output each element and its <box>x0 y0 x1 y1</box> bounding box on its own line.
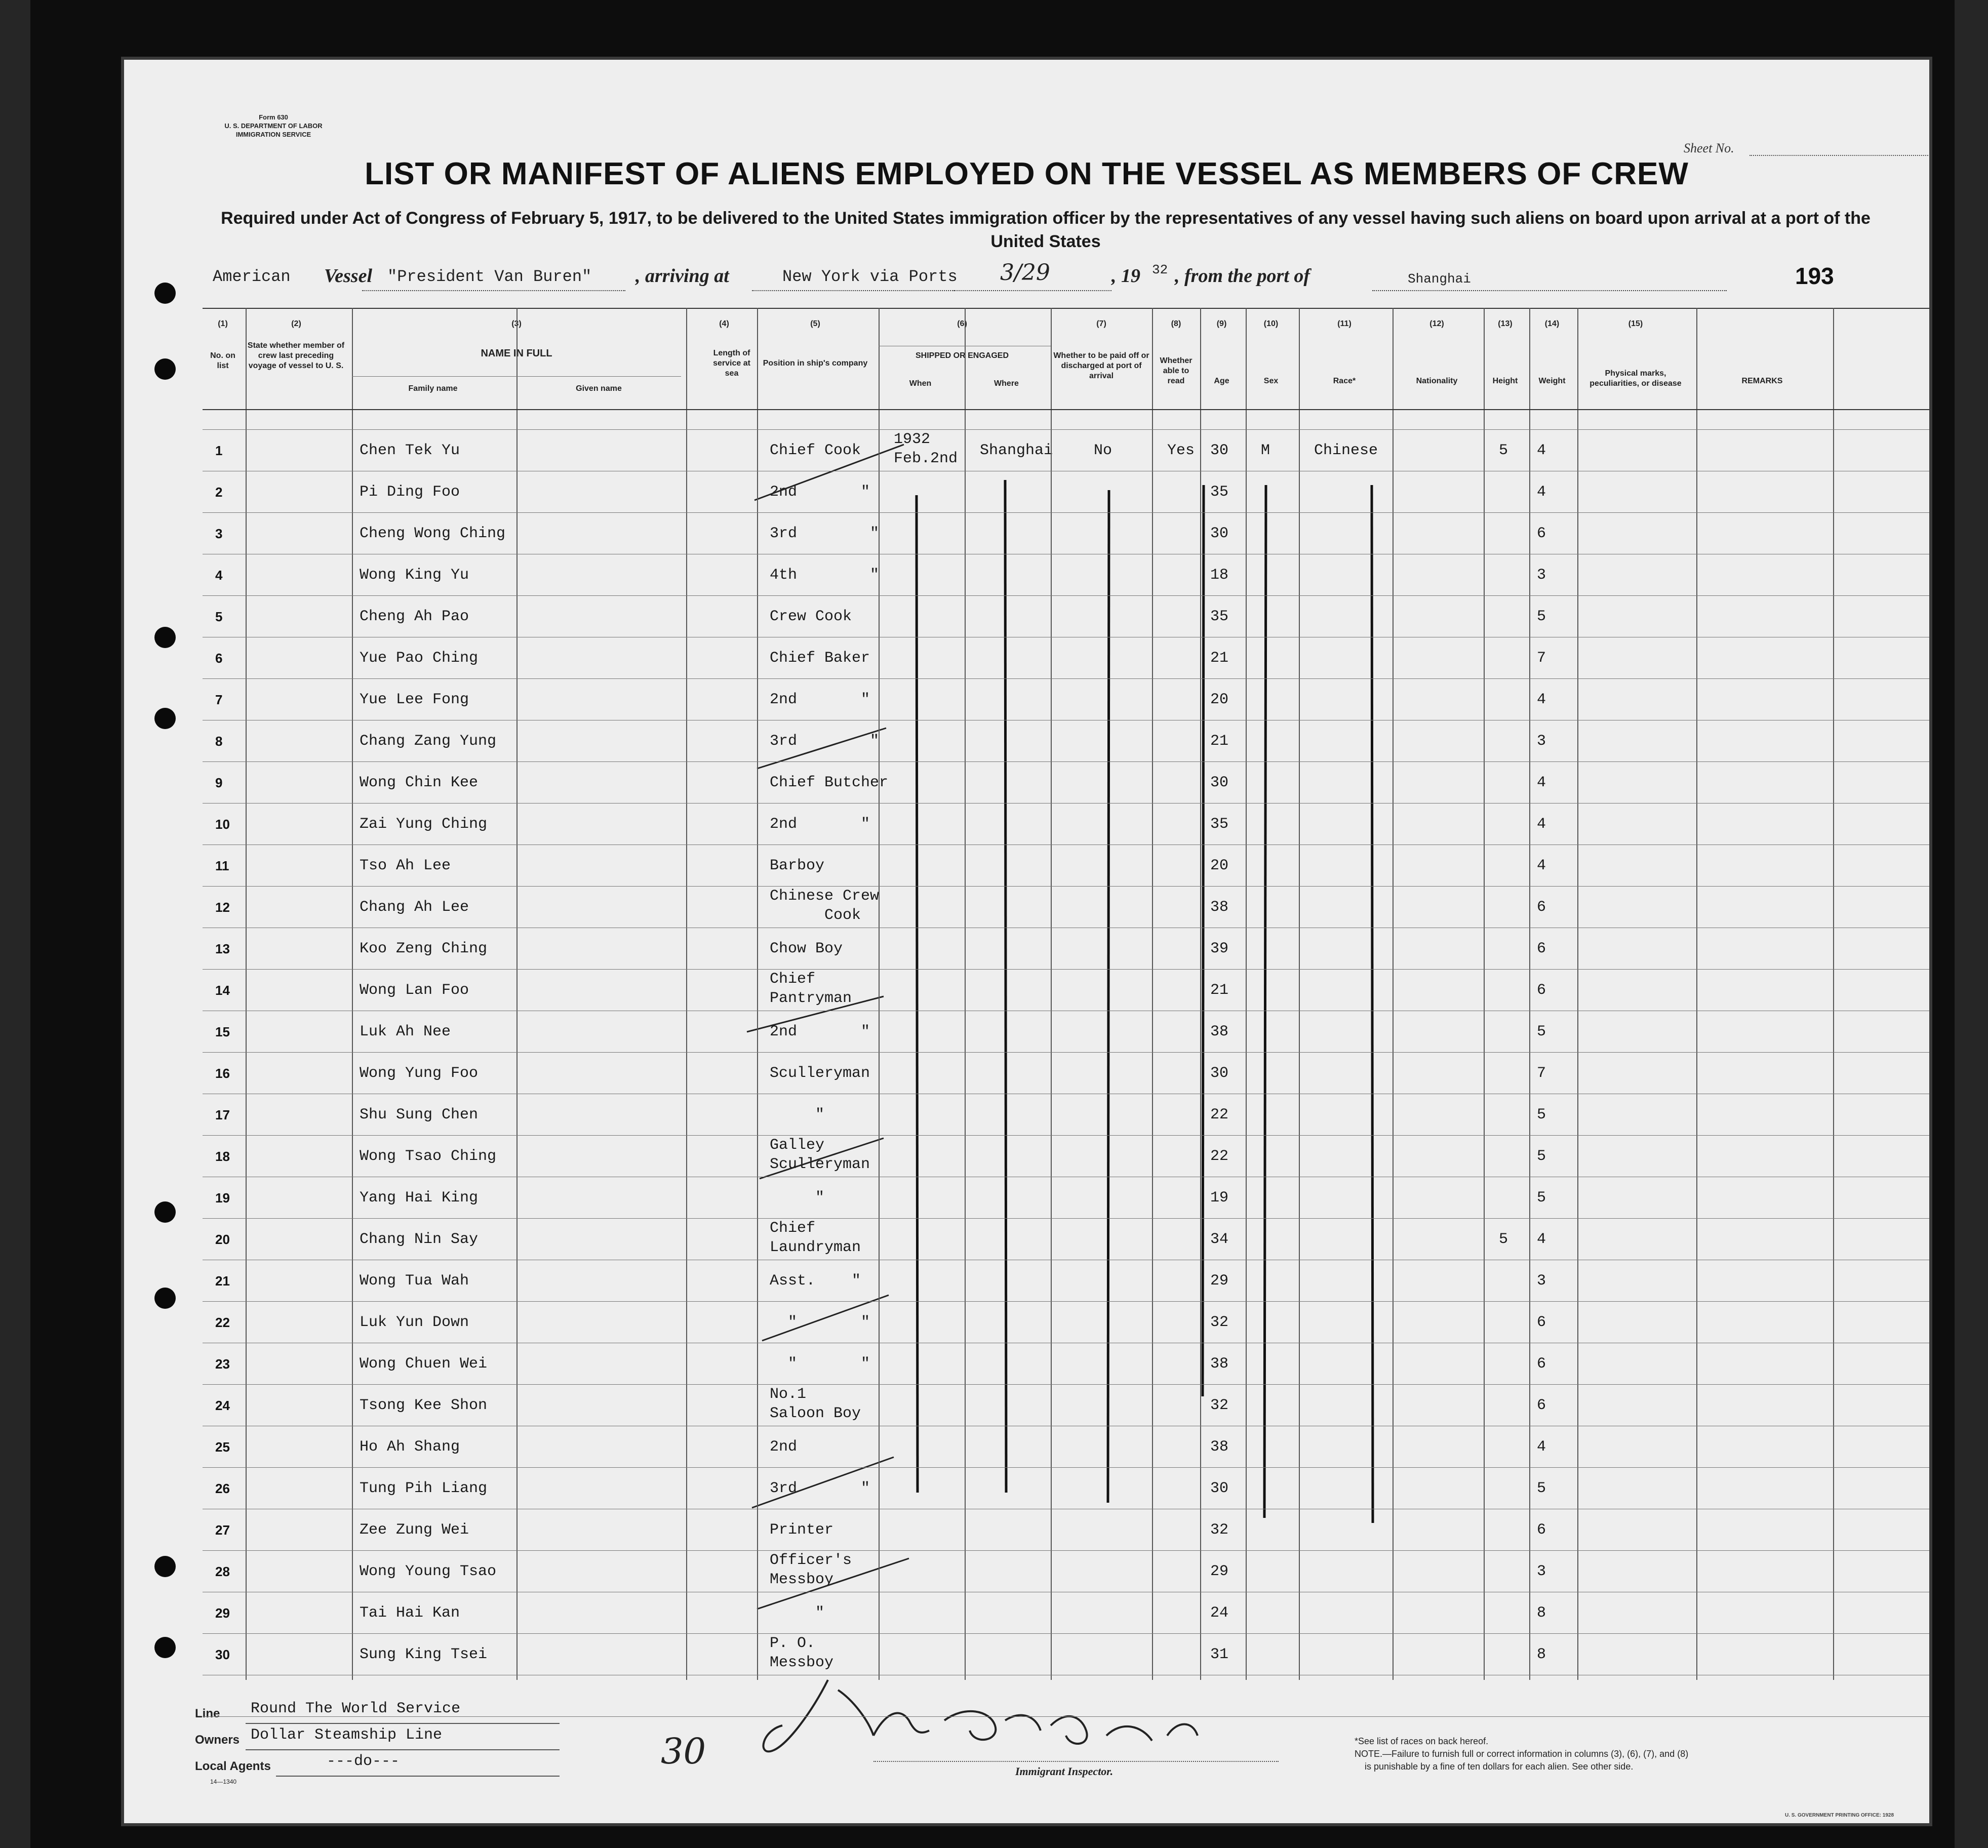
line-label: Line <box>195 1707 220 1720</box>
column-rule <box>1051 308 1052 1680</box>
crew-name: Yue Lee Fong <box>360 691 469 708</box>
crew-no: 17 <box>215 1107 230 1122</box>
row-rule <box>203 1301 1929 1302</box>
row-rule <box>203 1716 1929 1717</box>
binder-hole <box>154 283 176 304</box>
crew-weight: 6 <box>1537 1397 1546 1414</box>
header-height: Height <box>1492 377 1518 385</box>
crew-no: 28 <box>215 1564 230 1579</box>
inspector-underline <box>873 1761 1279 1762</box>
crew-age: 30 <box>1210 774 1229 791</box>
crew-name: Wong Tsao Ching <box>360 1148 497 1165</box>
crew-name: Yue Pao Ching <box>360 650 479 667</box>
scan-border-left <box>0 0 30 1848</box>
crew-weight: 5 <box>1537 1023 1546 1040</box>
crew-position: " " <box>770 1314 870 1331</box>
vessel-name: "President Van Buren" <box>387 267 592 286</box>
crew-no: 3 <box>215 526 223 541</box>
row-rule <box>203 678 1929 679</box>
crew-when: 1932 Feb.2nd <box>894 431 958 467</box>
crew-no: 15 <box>215 1024 230 1039</box>
crew-where: Shanghai <box>980 442 1053 459</box>
row-rule <box>203 1135 1929 1136</box>
header-family-name: Family name <box>408 384 458 393</box>
crew-no: 23 <box>215 1356 230 1372</box>
agents-underline <box>276 1776 560 1777</box>
header-col15-number: (15) <box>1628 319 1643 328</box>
header-col6-number: (6) <box>957 319 967 328</box>
crew-age: 38 <box>1210 899 1229 916</box>
column-rule <box>516 308 518 1680</box>
row-rule <box>203 761 1929 762</box>
crew-no: 18 <box>215 1149 230 1164</box>
crew-age: 32 <box>1210 1397 1229 1414</box>
crew-weight: 6 <box>1537 1314 1546 1331</box>
header-service-length: Length of service at sea <box>713 349 750 378</box>
crew-weight: 5 <box>1537 1106 1546 1123</box>
document-title: LIST OR MANIFEST OF ALIENS EMPLOYED ON THE VESSEL AS MEMBERS OF CREW <box>365 156 1689 191</box>
crew-weight: 3 <box>1537 567 1546 584</box>
crew-position: Chief Butcher <box>770 774 889 791</box>
scan-border-right <box>1955 0 1988 1848</box>
row-rule <box>203 803 1929 804</box>
penalty-note-continued: is punishable by a fine of ten dollars for each alien. See other side. <box>1365 1761 1634 1772</box>
header-col8-number: (8) <box>1171 319 1181 328</box>
line-value: Round The World Service <box>251 1700 461 1717</box>
header-col4-number: (4) <box>719 319 729 328</box>
crew-position: " <box>770 1106 825 1123</box>
header-paid-off: Whether to be paid off or discharged at port of arrival <box>1053 351 1149 380</box>
crew-weight: 5 <box>1537 1189 1546 1207</box>
binder-hole <box>154 708 176 729</box>
crew-weight: 6 <box>1537 899 1546 916</box>
crew-position: Chief Laundryman <box>770 1220 861 1256</box>
crew-weight: 7 <box>1537 1065 1546 1082</box>
column-rule <box>1393 308 1394 1680</box>
crew-weight: 5 <box>1537 1480 1546 1497</box>
header-col5-number: (5) <box>810 319 820 328</box>
race-note: *See list of races on back hereof. <box>1355 1736 1489 1746</box>
column-rule <box>686 308 687 1680</box>
crew-weight: 4 <box>1537 691 1546 708</box>
header-name-in-full: NAME IN FULL <box>481 348 552 359</box>
crew-name: Luk Ah Nee <box>360 1023 451 1040</box>
crew-weight: 6 <box>1537 940 1546 957</box>
crew-weight: 4 <box>1537 1231 1546 1248</box>
crew-position: " <box>770 1189 825 1207</box>
crew-no: 29 <box>215 1605 230 1621</box>
date-underline <box>955 290 1111 291</box>
header-race: Race* <box>1333 377 1356 385</box>
row-rule <box>203 512 1929 513</box>
header-col14-number: (14) <box>1544 319 1560 328</box>
crew-no: 24 <box>215 1398 230 1413</box>
row-rule <box>203 1384 1929 1385</box>
binder-hole <box>154 1637 176 1658</box>
arriving-label: , arriving at <box>635 265 729 287</box>
vessel-label: Vessel <box>324 265 372 287</box>
header-sex: Sex <box>1263 377 1279 385</box>
crew-position: Asst. " <box>770 1272 861 1290</box>
crew-age: 31 <box>1210 1646 1229 1663</box>
crew-age: 38 <box>1210 1023 1229 1040</box>
crew-age: 34 <box>1210 1231 1229 1248</box>
crew-position: Chow Boy <box>770 940 843 957</box>
crew-no: 8 <box>215 734 223 749</box>
header-col9-number: (9) <box>1216 319 1227 328</box>
crew-position: P. O. Messboy <box>770 1635 834 1671</box>
crew-position: 3rd " <box>770 1480 870 1497</box>
crew-age: 21 <box>1210 982 1229 999</box>
crew-name: Pi Ding Foo <box>360 484 460 501</box>
crew-read: Yes <box>1167 442 1195 459</box>
crew-name: Wong Chin Kee <box>360 774 479 791</box>
crew-position: Officer's Messboy <box>770 1552 852 1588</box>
crew-position: 2nd " <box>770 691 870 708</box>
crew-no: 10 <box>215 817 230 832</box>
crew-name: Wong Chuen Wei <box>360 1355 488 1373</box>
crew-name: Chang Zang Yung <box>360 733 497 750</box>
binder-hole <box>154 627 176 648</box>
column-rule <box>1577 308 1578 1680</box>
header-position: Position in ship's company <box>763 359 868 368</box>
crew-age: 35 <box>1210 484 1229 501</box>
crew-height: 5 <box>1499 1231 1508 1248</box>
crew-age: 21 <box>1210 733 1229 750</box>
crew-sex: M <box>1261 442 1270 459</box>
header-col12-number: (12) <box>1429 319 1444 328</box>
header-age: Age <box>1214 377 1229 385</box>
crew-weight: 4 <box>1537 1438 1546 1456</box>
crew-position: 2nd " <box>770 816 870 833</box>
crew-position: Galley Sculleryman <box>770 1137 870 1173</box>
header-shipped-when: When <box>909 379 932 388</box>
form-identifier <box>210 113 337 139</box>
printer-imprint: U. S. GOVERNMENT PRINTING OFFICE: 1928 <box>1785 1813 1894 1818</box>
row-rule <box>203 595 1929 596</box>
column-rule <box>879 308 880 1680</box>
year-suffix: 32 <box>1152 262 1168 277</box>
header-col10-number: (10) <box>1263 319 1279 328</box>
crew-name: Chang Nin Say <box>360 1231 479 1248</box>
line-underline <box>246 1723 560 1724</box>
header-col3-number: (3) <box>511 319 522 328</box>
column-rule <box>1200 308 1201 1680</box>
column-rule <box>1833 308 1834 1680</box>
crew-name: Sung King Tsei <box>360 1646 488 1663</box>
crew-weight: 3 <box>1537 733 1546 750</box>
crew-position: Chinese Crew Cook <box>770 888 880 924</box>
crew-no: 14 <box>215 983 230 998</box>
crew-age: 32 <box>1210 1314 1229 1331</box>
binder-hole <box>154 1201 176 1223</box>
crew-name: Tso Ah Lee <box>360 857 451 874</box>
crew-age: 22 <box>1210 1106 1229 1123</box>
crew-name: Shu Sung Chen <box>360 1106 479 1123</box>
arriving-port: New York via Ports <box>782 267 958 286</box>
crew-paid-off: No <box>1094 442 1112 459</box>
from-port-label: , from the port of <box>1175 265 1310 287</box>
crew-no: 16 <box>215 1066 230 1081</box>
crew-age: 38 <box>1210 1438 1229 1456</box>
form-number: Form 630 <box>259 113 288 121</box>
column-rule <box>1246 308 1247 1680</box>
header-nationality: Nationality <box>1416 377 1458 385</box>
header-shipped-engaged: SHIPPED OR ENGAGED <box>915 351 1009 360</box>
crew-name: Wong King Yu <box>360 567 469 584</box>
crew-race: Chinese <box>1314 442 1378 459</box>
agents-label: Local Agents <box>195 1759 271 1773</box>
inspector-label: Immigrant Inspector. <box>1015 1765 1114 1778</box>
row-rule <box>203 1467 1929 1468</box>
owners-value: Dollar Steamship Line <box>251 1726 443 1744</box>
header-physical-marks: Physical marks, peculiarities, or disease <box>1589 369 1682 388</box>
header-col13-number: (13) <box>1498 319 1513 328</box>
crew-no: 9 <box>215 775 223 790</box>
crew-no: 5 <box>215 609 223 624</box>
owners-label: Owners <box>195 1733 240 1747</box>
crew-position: Chief Pantryman <box>770 971 852 1007</box>
crew-position: " <box>770 1604 825 1622</box>
row-rule <box>203 969 1929 970</box>
crew-age: 32 <box>1210 1521 1229 1539</box>
header-weight: Weight <box>1538 377 1566 385</box>
row-rule <box>203 886 1929 887</box>
header-col7-number: (7) <box>1096 319 1106 328</box>
crew-name: Ho Ah Shang <box>360 1438 460 1456</box>
crew-age: 29 <box>1210 1272 1229 1290</box>
crew-weight: 4 <box>1537 857 1546 874</box>
header-bottom-rule <box>203 409 1929 410</box>
vessel-nationality: American <box>213 267 291 286</box>
crew-age: 24 <box>1210 1604 1229 1622</box>
penalty-note: NOTE.—Failure to furnish full or correct information in columns (3), (6), (7), and (8) <box>1355 1749 1689 1759</box>
crew-weight: 3 <box>1537 1563 1546 1580</box>
crew-age: 35 <box>1210 608 1229 625</box>
crew-weight: 8 <box>1537 1646 1546 1663</box>
crew-age: 39 <box>1210 940 1229 957</box>
crew-name: Wong Tua Wah <box>360 1272 469 1290</box>
crew-weight: 4 <box>1537 442 1546 459</box>
column-rule <box>1484 308 1485 1680</box>
crew-position: Chief Baker <box>770 650 870 667</box>
vessel-underline <box>362 290 625 291</box>
crew-age: 19 <box>1210 1189 1229 1207</box>
column-rule <box>1529 308 1530 1680</box>
crew-no: 11 <box>215 858 229 873</box>
crew-no: 4 <box>215 568 223 583</box>
crew-name: Wong Young Tsao <box>360 1563 497 1580</box>
form-code: 14—1340 <box>210 1778 237 1785</box>
header-remarks: REMARKS <box>1741 377 1783 385</box>
header-prior-voyage: State whether member of crew last preceding voyage of vessel to U. S. <box>247 341 345 370</box>
binder-hole <box>154 358 176 380</box>
crew-total-handwritten: 30 <box>661 1731 706 1772</box>
crew-no: 22 <box>215 1315 230 1330</box>
crew-no: 20 <box>215 1232 230 1247</box>
crew-position: Printer <box>770 1521 834 1539</box>
column-rule <box>757 308 758 1680</box>
crew-age: 18 <box>1210 567 1229 584</box>
crew-position: No.1 Saloon Boy <box>770 1386 861 1422</box>
crew-weight: 6 <box>1537 982 1546 999</box>
sheet-no-label: Sheet No. <box>1684 141 1734 155</box>
crew-name: Luk Yun Down <box>360 1314 469 1331</box>
row-rule <box>203 429 1929 430</box>
crew-no: 13 <box>215 941 230 956</box>
crew-weight: 4 <box>1537 484 1546 501</box>
crew-no: 2 <box>215 485 223 500</box>
department: U. S. DEPARTMENT OF LABOR <box>224 122 323 130</box>
crew-no: 21 <box>215 1273 230 1289</box>
crew-no: 30 <box>215 1647 230 1662</box>
crew-weight: 7 <box>1537 650 1546 667</box>
crew-no: 7 <box>215 692 223 707</box>
header-shipped-where: Where <box>994 379 1019 388</box>
column-rule <box>352 308 353 1680</box>
header-col1-number: (1) <box>218 319 228 328</box>
crew-weight: 5 <box>1537 1148 1546 1165</box>
crew-position: Chief Cook <box>770 442 861 459</box>
crew-no: 6 <box>215 651 223 666</box>
crew-position: Sculleryman <box>770 1065 870 1082</box>
crew-name: Zee Zung Wei <box>360 1521 469 1539</box>
crew-age: 29 <box>1210 1563 1229 1580</box>
crew-name: Chang Ah Lee <box>360 899 469 916</box>
header-col11-number: (11) <box>1337 319 1351 328</box>
crew-no: 19 <box>215 1190 230 1206</box>
crew-no: 27 <box>215 1522 230 1538</box>
crew-no: 25 <box>215 1439 230 1455</box>
crew-name: Yang Hai King <box>360 1189 479 1207</box>
from-port-underline <box>1372 290 1727 291</box>
crew-position: Barboy <box>770 857 825 874</box>
header-list-number: No. on list <box>210 351 235 370</box>
crew-position: 2nd " <box>770 1023 870 1040</box>
crew-position: 2nd <box>770 1438 798 1456</box>
crew-age: 30 <box>1210 442 1229 459</box>
crew-name: Koo Zeng Ching <box>360 940 488 957</box>
crew-name: Wong Lan Foo <box>360 982 469 999</box>
crew-age: 38 <box>1210 1355 1229 1373</box>
crew-no: 1 <box>215 443 223 458</box>
crew-position: " " <box>770 1355 870 1373</box>
crew-position: 3rd " <box>770 733 880 750</box>
sheet-number: 193 <box>1795 263 1834 289</box>
crew-weight: 6 <box>1537 1355 1546 1373</box>
binder-hole <box>154 1288 176 1309</box>
crew-age: 20 <box>1210 691 1229 708</box>
crew-age: 35 <box>1210 816 1229 833</box>
crew-weight: 4 <box>1537 774 1546 791</box>
column-rule <box>965 308 966 1680</box>
crew-name: Cheng Ah Pao <box>360 608 469 625</box>
year-prefix: , 19 <box>1111 265 1140 287</box>
header-able-to-read: Whether able to read <box>1160 356 1192 385</box>
crew-weight: 4 <box>1537 816 1546 833</box>
row-rule <box>203 1633 1929 1634</box>
row-rule <box>203 1052 1929 1053</box>
crew-age: 30 <box>1210 1065 1229 1082</box>
binder-hole <box>154 1556 176 1577</box>
arrival-date: 3/29 <box>1000 260 1050 286</box>
crew-age: 22 <box>1210 1148 1229 1165</box>
crew-position: 4th " <box>770 567 880 584</box>
crew-weight: 6 <box>1537 1521 1546 1539</box>
crew-weight: 6 <box>1537 525 1546 542</box>
crew-age: 30 <box>1210 525 1229 542</box>
subheader-rule <box>352 376 681 377</box>
crew-no: 12 <box>215 900 230 915</box>
manifest-sheet <box>124 60 1929 1823</box>
crew-name: Tung Pih Liang <box>360 1480 488 1497</box>
column-rule <box>1152 308 1153 1680</box>
crew-name: Zai Yung Ching <box>360 816 488 833</box>
crew-weight: 5 <box>1537 608 1546 625</box>
row-rule <box>203 1218 1929 1219</box>
arriving-underline <box>752 290 955 291</box>
crew-weight: 3 <box>1537 1272 1546 1290</box>
row-rule <box>203 1550 1929 1551</box>
crew-position: 2nd " <box>770 484 870 501</box>
crew-name: Cheng Wong Ching <box>360 525 506 542</box>
document-subtitle: Required under Act of Congress of February 5, 1917, to be delivered to the United States immigration officer by the representatives of any vessel having such aliens on board upon arrival at a port of the United States <box>221 209 1871 251</box>
crew-age: 30 <box>1210 1480 1229 1497</box>
crew-position: Crew Cook <box>770 608 852 625</box>
crew-name: Tai Hai Kan <box>360 1604 460 1622</box>
crew-name: Tsong Kee Shon <box>360 1397 488 1414</box>
column-rule <box>1299 308 1300 1680</box>
crew-height: 5 <box>1499 442 1508 459</box>
header-given-name: Given name <box>576 384 622 393</box>
owners-underline <box>246 1749 560 1750</box>
from-port: Shanghai <box>1408 271 1471 287</box>
column-rule <box>1696 308 1697 1680</box>
crew-weight: 8 <box>1537 1604 1546 1622</box>
crew-age: 21 <box>1210 650 1229 667</box>
header-col2-number: (2) <box>291 319 301 328</box>
crew-name: Wong Yung Foo <box>360 1065 479 1082</box>
column-rule <box>246 308 247 1680</box>
agents-value: ---do--- <box>327 1753 400 1770</box>
crew-position: 3rd " <box>770 525 880 542</box>
crew-age: 20 <box>1210 857 1229 874</box>
crew-name: Chen Tek Yu <box>360 442 460 459</box>
crew-no: 26 <box>215 1481 230 1496</box>
service: IMMIGRATION SERVICE <box>235 131 311 138</box>
